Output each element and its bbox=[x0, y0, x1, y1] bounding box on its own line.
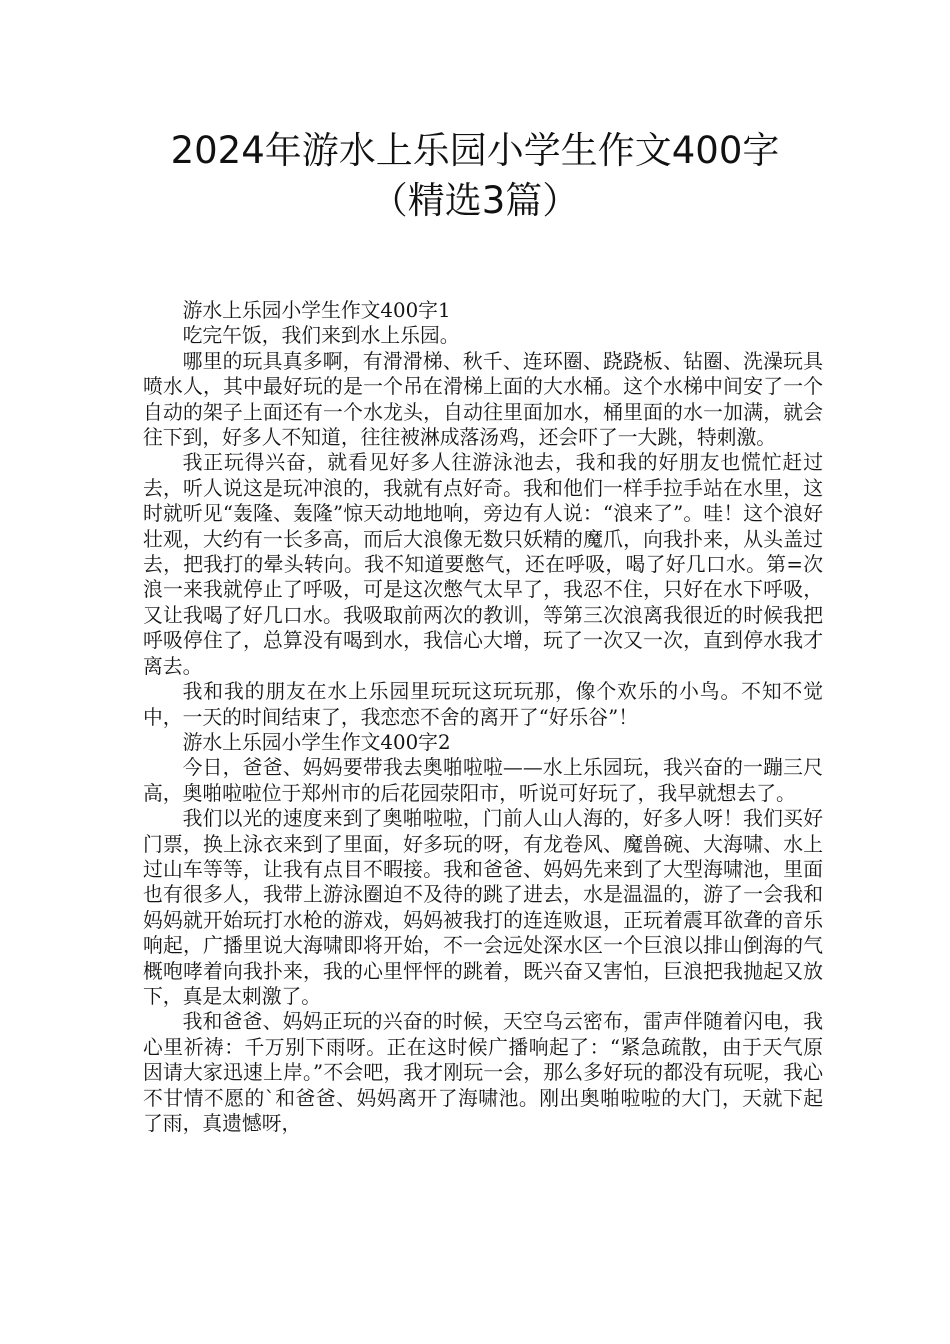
paragraph: 我正玩得兴奋，就看见好多人往游泳池去，我和我的好朋友也慌忙赶过去，听人说这是玩冲浪的，我就有点好奇。我和他们一样手拉手站在水里，这时就听见“轰隆、轰隆”惊天动地地响，旁边有人说：“浪来了”。哇！这个浪好壮观，大约有一长多高，而后大浪像无数只妖精的魔爪，向我扑来，从头盖过去，把我打的晕头转向。我不知道要憋气，还在呼吸，喝了好几口水。第=次浪一来我就停止了呼吸，可是这次憋气太早了，我忍不住，只好在水下呼吸，又让我喝了好几口水。我吸取前两次的教训，等第三次浪离我很近的时候我把呼吸停住了，总算没有喝到水，我信心大增，玩了一次又一次，直到停水我才离去。 bbox=[143, 451, 823, 678]
essay-heading-2: 游水上乐园小学生作文400字2 bbox=[182, 730, 451, 754]
paragraph: 我和爸爸、妈妈正玩的兴奋的时候，天空乌云密布，雷声伴随着闪电，我心里祈祷：千万别下雨呀。正在这时候广播响起了：“紧急疏散，由于天气原因请大家迅速上岸。”不会吧，我才刚玩一会，那么多好玩的都没有玩呢，我心不甘情不愿的`和爸爸、妈妈离开了海啸池。刚出奥啪啦啦的大门，天就下起了雨，真遗憾呀， bbox=[143, 1010, 823, 1135]
title-line-1: 2024年游水上乐园小学生作文400字 bbox=[170, 129, 780, 172]
paragraph: 我和我的朋友在水上乐园里玩玩这玩玩那，像个欢乐的小鸟。不知不觉中，一天的时间结束了，我恋恋不舍的离开了“好乐谷”！ bbox=[143, 680, 823, 729]
paragraph: 今日，爸爸、妈妈要带我去奥啪啦啦——水上乐园玩，我兴奋的一蹦三尺高，奥啪啦啦位于郑州市的后花园荥阳市，听说可好玩了，我早就想去了。 bbox=[143, 756, 823, 805]
paragraph: 哪里的玩具真多啊，有滑滑梯、秋千、连环圈、跷跷板、钻圈、洗澡玩具喷水人，其中最好玩的是一个吊在滑梯上面的大水桶。这个水梯中间安了一个自动的架子上面还有一个水龙头，自动往里面加水，桶里面的水一加满，就会往下到，好多人不知道，往往被淋成落汤鸡，还会吓了一大跳，特刺激。 bbox=[143, 349, 823, 450]
document-title bbox=[0, 126, 950, 226]
essay-heading-1: 游水上乐园小学生作文400字1 bbox=[182, 299, 451, 322]
paragraph: 我们以光的速度来到了奥啪啦啦，门前人山人海的，好多人呀！我们买好门票，换上泳衣来到了里面，好多玩的呀，有龙卷风、魔兽碗、大海啸、水上过山车等等，让我有点目不暇接。我和爸爸、妈妈先来到了大型海啸池，里面也有很多人，我带上游泳圈迫不及待的跳了进去，水是温温的，游了一会我和妈妈就开始玩打水枪的游戏，妈妈被我打的连连败退，正玩着震耳欲聋的音乐响起，广播里说大海啸即将开始，不一会远处深水区一个巨浪以排山倒海的气概咆哮着向我扑来，我的心里怦怦的跳着，既兴奋又害怕，巨浪把我抛起又放下，真是太刺激了。 bbox=[143, 807, 823, 1008]
essay-body bbox=[143, 298, 823, 1136]
paragraph: 吃完午饭，我们来到水上乐园。 bbox=[182, 324, 460, 348]
title-line-2: （精选3篇） bbox=[370, 179, 580, 222]
